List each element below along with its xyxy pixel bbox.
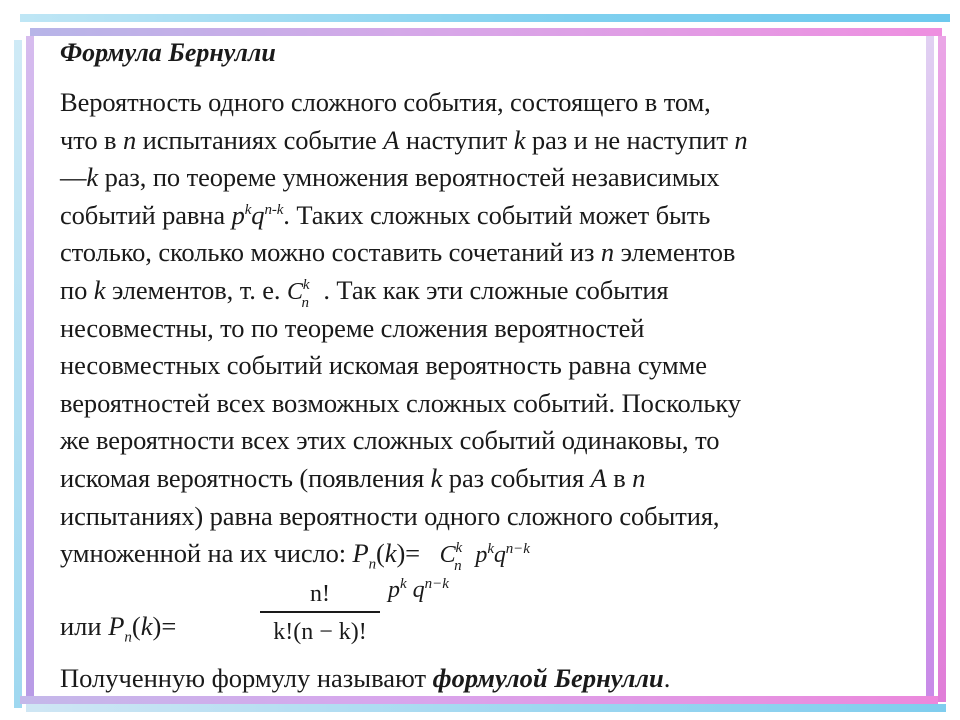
frame-right-violet — [926, 36, 934, 696]
slide-title: Формула Бернулли — [60, 38, 276, 67]
closing-text: Полученную формулу называют — [60, 662, 433, 693]
fraction-bar — [260, 611, 380, 613]
text-line-2: что в n испытаниях событие A наступит k раз и не наступит n — [60, 124, 748, 155]
combination-symbol: $C^k_n$ — [286, 276, 310, 311]
bernoulli-formula-1: $C^k_n$ $p^kq^{n-k}$ — [439, 540, 530, 575]
formula2-tail: $p^k$ $q^{n-k}$ — [388, 575, 449, 603]
slide-content — [60, 38, 910, 694]
frame-top-cyan — [20, 14, 950, 22]
body-paragraph — [60, 84, 910, 573]
frame-right-pink — [938, 36, 946, 702]
bernoulli-term: формулой Бернулли — [432, 662, 664, 693]
frame-bottom-cyan — [26, 704, 946, 712]
text-line-7: несовместны, то по теореме сложения вероятностей — [60, 312, 645, 343]
text-line-12: испытаниях) равна вероятности одного сложного события, — [60, 500, 720, 531]
frame-bottom-pink — [20, 696, 938, 704]
text-line-10: же вероятности всех этих сложных событий одинаковы, то — [60, 425, 720, 456]
fraction-numerator: n! — [310, 580, 330, 607]
fraction-denominator: k!(n − k)! — [273, 618, 367, 645]
text-line-6: по k элементов, т. е. $C^k_n$ . Так как эти сложные события — [60, 274, 669, 311]
text-line-5: столько, сколько можно составить сочетаний из n элементов — [60, 237, 736, 268]
factorial-fraction — [260, 581, 380, 646]
text-line-3: —k раз, по теореме умножения вероятностей независимых — [60, 162, 720, 193]
text-line-9: вероятностей всех возможных сложных событий. Поскольку — [60, 387, 741, 418]
formula2-prefix: или $P_n(k)=$ — [60, 610, 177, 646]
frame-left-pink — [26, 36, 34, 704]
text-line-13: умноженной на их число: $P_n(k)= C^k_n$ $p^kq^{n-k}$ — [60, 538, 530, 575]
text-line-4: событий равна $p^kq^{n-k}$. Таких сложных событий может быть — [60, 199, 711, 230]
frame-top-pink — [30, 28, 942, 36]
closing-period: . — [663, 662, 671, 693]
bernoulli-formula-2 — [60, 573, 910, 663]
closing-line — [60, 663, 910, 694]
text-line-11: искомая вероятность (появления k раз события A в n — [60, 462, 646, 493]
text-line-1: Вероятность одного сложного события, состоящего в том, — [60, 87, 711, 117]
frame-left-cyan — [14, 40, 22, 708]
text-line-8: несовместных событий искомая вероятность равна сумме — [60, 350, 707, 381]
